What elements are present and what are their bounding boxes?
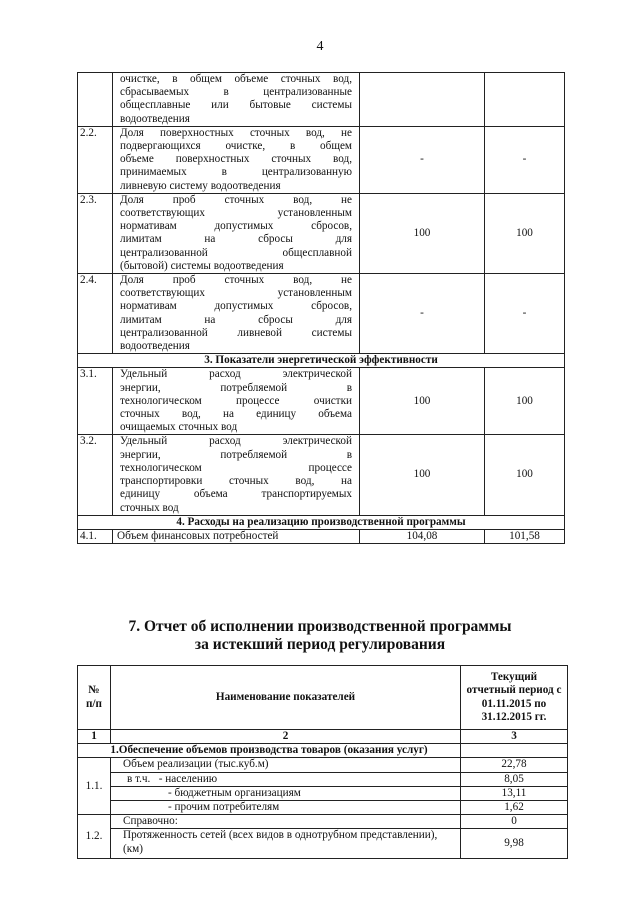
description-line: технологическом процессе очистки [120, 394, 352, 407]
indicator-number: 2.2. [78, 126, 113, 193]
row-value: 0 [461, 815, 568, 829]
description-line: очистке, в общем объеме сточных вод, [120, 73, 352, 85]
report-row [78, 786, 568, 800]
indicator-value-plan: 104,08 [360, 529, 485, 543]
description-line: единицу объема транспортируемых [120, 488, 352, 501]
row-label: - бюджетным организациям [111, 786, 461, 800]
report-title-line1: 7. Отчет об исполнении производственной программы [128, 618, 512, 635]
indicator-row [78, 126, 565, 193]
indicator-description: Объем финансовых потребностей [113, 529, 360, 543]
row-label: Протяженность сетей (всех видов в однотрубном представлении), (км) [111, 829, 461, 859]
row-value: 13,11 [461, 786, 568, 800]
row-label: Объем реализации (тыс.куб.м) [111, 758, 461, 772]
description-line: Удельный расход электрической [120, 368, 352, 381]
indicator-value-plan: 100 [360, 193, 485, 273]
description-line: сточных вод [120, 501, 179, 514]
indicators-table [77, 72, 565, 544]
report-table [77, 665, 568, 859]
section-row [78, 744, 568, 758]
indicator-value-actual: - [485, 126, 565, 193]
section-title: 4. Расходы на реализацию производственной программы [78, 515, 565, 529]
indicator-value-actual [485, 73, 565, 127]
indicator-description [113, 193, 360, 273]
row-number: 1.2. [78, 815, 111, 859]
section-title: 3. Показатели энергетической эффективности [78, 354, 565, 368]
description-line: нормативам допустимых сбросов, [120, 220, 352, 233]
row-value: 8,05 [461, 772, 568, 786]
page-number: 4 [316, 39, 324, 54]
indicator-value-plan: - [360, 274, 485, 354]
row-value: 1,62 [461, 801, 568, 815]
description-line: централизованной ливневой системы [120, 326, 352, 339]
indicator-number: 3.2. [78, 435, 113, 515]
row-label: - прочим потребителям [111, 801, 461, 815]
description-line: (бытовой) системы водоотведения [120, 259, 284, 272]
description-line: Доля поверхностных сточных вод, не [120, 126, 352, 139]
description-line: водоотведения [120, 112, 190, 125]
description-line: транспортировки сточных вод, на [120, 475, 352, 488]
col-index-2: 2 [111, 730, 461, 744]
description-line: энергии, потребляемой в [120, 381, 352, 394]
description-line: ливневую систему водоотведения [120, 179, 281, 192]
section-title: 1.Обеспечение объемов производства товаров (оказания услуг) [78, 744, 461, 758]
indicator-value-plan: 100 [360, 435, 485, 515]
indicator-row [78, 529, 565, 543]
section-3-row [78, 354, 565, 368]
description-line: лимитам на сбросы для [120, 233, 352, 246]
indicator-description [113, 368, 360, 435]
col-index-1: 1 [78, 730, 111, 744]
indicator-number [78, 73, 113, 127]
column-index-row [78, 730, 568, 744]
header-number [78, 666, 111, 730]
indicator-row [78, 193, 565, 273]
report-row [78, 758, 568, 772]
description-line: Удельный расход электрической [120, 435, 352, 448]
description-line: объеме поверхностных сточных вод, [120, 153, 352, 166]
description-line: водоотведения [120, 340, 190, 353]
indicator-row [78, 274, 565, 354]
description-line: общесплавные или бытовые системы [120, 99, 352, 112]
section-4-row [78, 515, 565, 529]
indicator-row [78, 368, 565, 435]
report-row [78, 815, 568, 829]
indicator-value-actual: 100 [485, 368, 565, 435]
description-line: подвергающихся очистке, в общем [120, 140, 352, 153]
description-line: технологическом процессе [120, 461, 352, 474]
indicator-value-actual: - [485, 274, 565, 354]
section-empty-cell [461, 744, 568, 758]
row-label: в т.ч. - населению [111, 772, 461, 786]
header-period [461, 666, 568, 730]
header-name [111, 666, 461, 730]
indicator-value-plan [360, 73, 485, 127]
indicator-value-actual: 100 [485, 193, 565, 273]
header-name-text: Наименование показателей [215, 690, 356, 703]
description-line: нормативам допустимых сбросов, [120, 300, 352, 313]
indicator-value-actual: 101,58 [485, 529, 565, 543]
report-header-row [78, 666, 568, 730]
description-line: сбрасываемых в централизованные [120, 86, 352, 99]
description-line: соответствующих установленным [120, 287, 352, 300]
row-value: 9,98 [461, 829, 568, 859]
row-number: 1.1. [78, 758, 111, 815]
header-period-text: Текущий отчетный период с 01.11.2015 по 31.12.2015 гг. [466, 671, 562, 723]
description-line: энергии, потребляемой в [120, 448, 352, 461]
indicator-value-plan: 100 [360, 368, 485, 435]
indicator-number: 2.3. [78, 193, 113, 273]
description-line: Доля проб сточных вод, не [120, 193, 352, 206]
description-line: лимитам на сбросы для [120, 313, 352, 326]
row-label: Справочно: [111, 815, 461, 829]
description-line: соответствующих установленным [120, 207, 352, 220]
row-value: 22,78 [461, 758, 568, 772]
indicator-row [78, 73, 565, 127]
report-row [78, 772, 568, 786]
indicator-value-plan: - [360, 126, 485, 193]
description-line: Доля проб сточных вод, не [120, 274, 352, 287]
report-title-line2: за истекший период регулирования [194, 636, 446, 653]
indicator-number: 2.4. [78, 274, 113, 354]
report-row [78, 829, 568, 859]
description-line: централизованной общесплавной [120, 246, 352, 259]
indicator-row [78, 435, 565, 515]
indicator-number: 3.1. [78, 368, 113, 435]
indicator-description [113, 274, 360, 354]
report-row [78, 801, 568, 815]
indicator-description [113, 73, 360, 127]
description-line: принимаемых в централизованную [120, 166, 352, 179]
description-line: очищаемых сточных вод [120, 421, 238, 434]
indicator-value-actual: 100 [485, 435, 565, 515]
indicator-number: 4.1. [78, 529, 113, 543]
indicator-description [113, 126, 360, 193]
col-index-3: 3 [461, 730, 568, 744]
description-line: сточных вод, на единицу объема [120, 408, 352, 421]
indicator-description [113, 435, 360, 515]
header-number-text: № п/п [85, 684, 102, 710]
